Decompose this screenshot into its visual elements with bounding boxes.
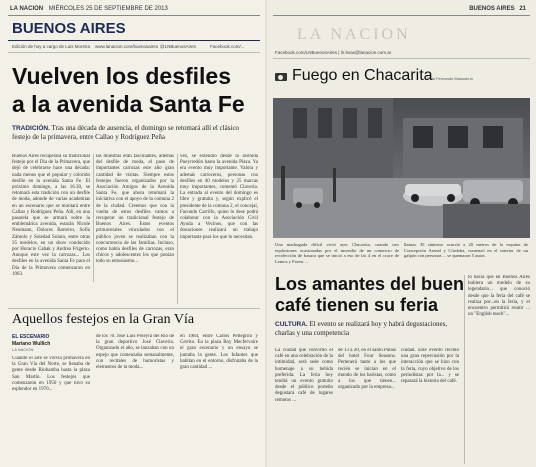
column-divider [177,154,178,304]
fire-photo [273,98,530,238]
coffee-headline-1: Los amantes del buen [275,274,465,294]
coffee-column-1: La ciudad que convirtió el café en una celebración de la intimidad, será sede como homenaje a su bebida preferida. La feria hoy tendrá un evento gratuito desde el público porteño degustará café de lugares remotos ... [275,348,333,403]
strip-rule [273,58,530,59]
photo-credit: Foto Fernando Massobrio [427,76,473,81]
sub-byline-outlet: LA NACION [12,347,34,352]
top-rule [8,15,260,16]
sub-column-1: Cuando el aire se volvía primavera en la Gran Vía del Norte, se llenaba de gente desde Riobamba hasta la plaza San Martín. Los festejos que comenzaron en 1950 y que tuvo su esplendor en 1970... [12,356,90,393]
coffee-dek-tag: CULTURA. [275,321,308,328]
side-column: lo hacía que en Buenos Aires hubiera un modelo de su legendario... que conoció desde que la feria del café se realiza por...en la feria, y el encuentro permitirá reunir ... un "English teach"... [468,275,530,318]
link-facebook[interactable]: Facebook.com/... [210,44,245,49]
top-rule [273,15,530,16]
sub-column-2: de los 70. José Luis Pereyra del Río de la gran deportivo José Claveria. Organizado el año, se lanzaban con un espejo que comenzaba semanalmente, con recitales de humoristas y elementos de la moda... [96,334,174,371]
photo-caption-2: llamas. El siniestro ocurrió a 20 metros de la esquina de Concepción Arenal y Córdoba, comenzó en el interior de un galpón con personas ... se quemaron 5 autos [404,242,528,259]
left-page [0,0,265,467]
link-web[interactable]: www.lanacion.com/buenosaires [95,44,159,49]
coffee-headline-2: café tienen su feria [275,295,439,315]
sub-byline: Mariano Wullich [12,341,51,347]
body-column-2: las muestras eran fascinantes, además del desfile de moda, el paso de importantes carrozas este año gran cantidad de visitas. Siempre estos festejos fueron organizados por la Asociación Amigos de la Avenida Santa Fe, que ahora retomará la iniciativa con el apoyo de la comuna 2 de la ciudad. Creemos que con la vuelta de estos desfiles vamos a recuperar un tradicional festejo de Buenos Aires. Estos eventos primaverales vinculados con el público joven se realizaban con la concurrencia de las familias. Incluso, como había desfiles de carrozas, eran chicos y adolescentes los que ponían todo su entusiasmo... [96,154,174,265]
column-divider [93,154,94,282]
sub-tag: EL ESCENARIO [12,334,50,340]
running-head-right [469,6,526,12]
running-head-left [10,6,168,12]
section-title: BUENOS AIRES [12,20,126,37]
headline-line-2: a la avenida Santa Fe [12,91,245,117]
dek-tag: TRADICIÓN. [12,125,50,132]
coffee-column-2: de 13 a 20, en el salón Palais del hotel Four Seasons. Pertenerá tanto a los que recién se inician en el mundo de los baristas, como a los que tienen... organizado por la empresa... [338,348,396,391]
body-column-3: vez, se extendió desde la avenida Pueyrredón hasta la avenida Plaza. Ya era evento muy importante. Valora y además carroceros, personas con desfiles en 40 modelos y 25 marcas muy importantes, comentó Claveria. La entrada al evento del domingo es libre y gratuita y, según explicó el presidente de la comuna 2, el concejal, Facundo Carrillo, quien lo dese podrá colaborar con la Asociación Civil Ayuda a Vecinos, que con las donaciones realizará un trabajo importante para los que lo necesitan. [180,154,258,240]
issue-date: MIÉRCOLES 25 DE SEPTIEMBRE DE 2013 [48,6,168,12]
sub-headline: Aquellos festejos en la Gran Vía [12,312,195,327]
coffee-dek-text: El evento se realizará hoy y habrá degustaciones, charlas y una competencia [275,320,448,337]
running-section: BUENOS AIRES [469,6,515,12]
right-page [267,0,536,467]
sub-story-rule [8,308,260,309]
link-twitter[interactable]: @LNBuenosAires [160,44,196,49]
headline-line-1: Vuelven los desfiles [12,63,232,89]
section-rule [8,40,260,41]
masthead-watermark: LA NACION [297,26,411,43]
paper-name: LA NACION [10,6,44,12]
sub-column-3: en 1984, entre Carlos Pellegrini y Cerrito. En la plaza Roy Mecfervaire el gran escenario y un ensayo se juntaba la gente. Los Infantes que habitan en el entorno, disfrutaba de la gran cantidad ... [180,334,258,371]
page-number: 21 [519,6,526,12]
coffee-column-3: ciudad. Este evento recibió una gran repercusión por la interacción que se hizo con la feria, cuyo objetivo de los periodistas por la... y se repasará la historia del café. [401,348,459,385]
dek-text: Tras una década de ausencia, el domingo se retomará allí el clásico festejo de la primavera, entre Callao y Rodríguez Peña [12,124,240,141]
coffee-dek [275,320,461,337]
sub-rule [8,52,260,53]
editors-line: Edición de hoy a cargo de Luis Moreira [12,44,91,49]
photo-title: Fuego en Chacarita [292,67,433,84]
contact-strip: Facebook.com/LNBuenosAires | ln.bsas@lanacion.com.ar [275,50,392,55]
fire-photo-image [273,98,530,238]
photo-caption: Una madrugada difícil vivió ayer Chacarita, cuando tres explosiones ocasionadas por el incendio de un comercio de recolección de basura que se inició a eso de las 4 en el cruce de Lemos y Forest ... [275,242,399,264]
dek [12,124,258,141]
column-divider [464,275,465,464]
camera-icon [275,73,287,81]
body-column-1: Buenos Aires recuperará su tradicional festejo por el Día de la Primavera, que dejó de celebrarse hace una década: nada menos que el popular y colorido desfile en la avenida Santa Fe. El próximo domingo, a las 16.30, se retomará esta tradición con un desfile de moda, adonde de varias academias en un escenario que se montará entre Callao y Rodríguez Peña. Allí, en una pasarela que se armará sobre la emblemática avenida, estarán Nicole Neumann, Dolores Barreiro, Sofía Zámolo y Soledad Solaro, entre otras 35 modelos, en un show conducido por Horacio Cabak y Andrea Frigerio. Aunque este vez la carrozas... Los desfiles en la avenida Santa Fe para el Día de la Primavera comenzaron en 1963. [12,154,90,277]
